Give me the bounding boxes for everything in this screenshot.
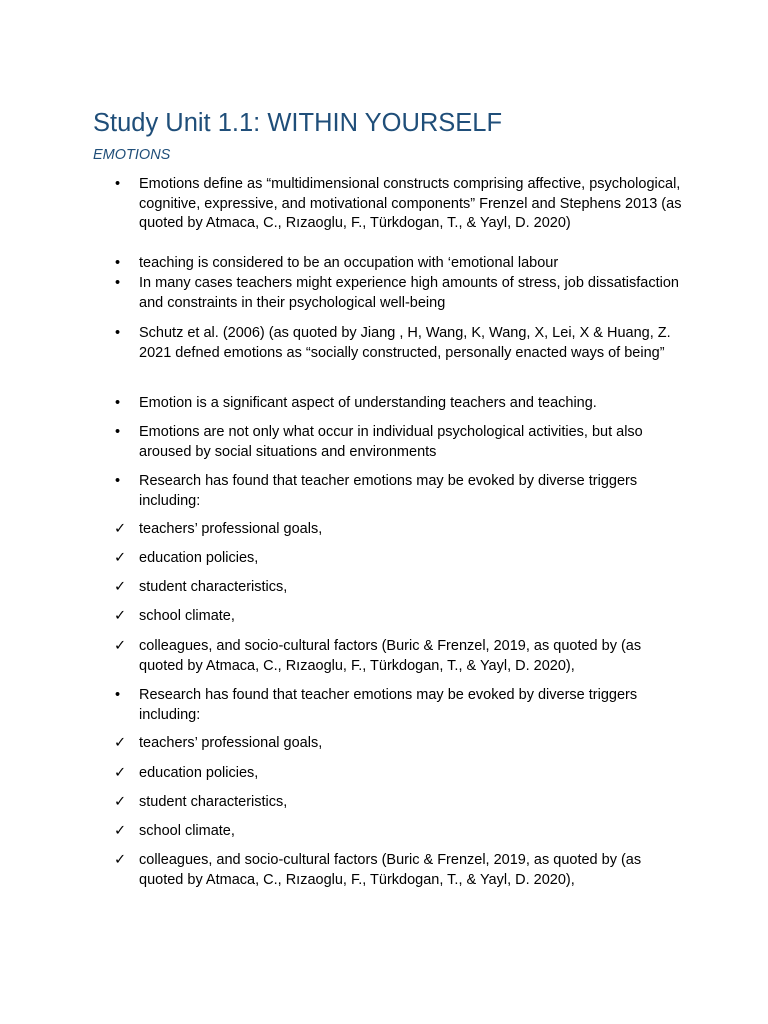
bullet-icon: • (115, 325, 121, 341)
list-item (115, 423, 684, 462)
bullet-icon: • (115, 424, 121, 440)
checkmark-icon: ✓ (114, 735, 127, 751)
list-item-text: teachers’ professional goals, (139, 735, 323, 751)
checklist-item (114, 793, 684, 813)
list-item-text: Emotion is a significant aspect of understanding teachers and teaching. (139, 395, 597, 411)
list-item-text: school climate, (139, 608, 235, 624)
checkmark-icon: ✓ (114, 823, 127, 839)
checkmark-icon: ✓ (114, 521, 127, 537)
checkmark-icon: ✓ (114, 794, 127, 810)
checklist-item (114, 764, 684, 784)
list-item-text: student characteristics, (139, 794, 288, 810)
checklist-item (114, 851, 684, 890)
list-item-text: colleagues, and socio-cultural factors (Buric & Frenzel, 2019, as quoted by (as quoted by Atmaca, C., Rızaoglu, F., Türkdogan, T., & Yayl, D. 2020), (139, 852, 642, 888)
list-item-text: teaching is considered to be an occupation with ‘emotional labour (139, 255, 559, 271)
list-item-text: school climate, (139, 823, 235, 839)
checkmark-icon: ✓ (114, 550, 127, 566)
checklist-item (114, 607, 684, 627)
list-item-text: Research has found that teacher emotions may be evoked by diverse triggers including: (139, 687, 638, 723)
checkmark-icon: ✓ (114, 765, 127, 781)
bullet-icon: • (115, 687, 121, 703)
checklist-item (114, 822, 684, 842)
list-item (115, 324, 684, 363)
bullet-icon: • (115, 473, 121, 489)
checkmark-icon: ✓ (114, 852, 127, 868)
list-item-text: education policies, (139, 550, 259, 566)
bullet-icon: • (115, 395, 121, 411)
list-item-text: In many cases teachers might experience high amounts of stress, job dissatisfaction and constraints in their psychological well-being (139, 275, 679, 311)
page-title: Study Unit 1.1: WITHIN YOURSELF (93, 109, 503, 137)
checklist-item (114, 520, 684, 540)
list-item (115, 686, 684, 725)
bullet-icon: • (115, 176, 121, 192)
list-item-text: colleagues, and socio-cultural factors (Buric & Frenzel, 2019, as quoted by (as quoted by Atmaca, C., Rızaoglu, F., Türkdogan, T., & Yayl, D. 2020), (139, 638, 642, 674)
list-item-text: Schutz et al. (2006) (as quoted by Jiang , H, Wang, K, Wang, X, Lei, X & Huang, Z. 2021 defned emotions as “socially constructed, personally enacted ways of being” (139, 325, 671, 361)
list-item-text: Emotions define as “multidimensional constructs comprising affective, psychological, cognitive, expressive, and motivational components” Frenzel and Stephens 2013 (as quoted by Atmaca, C., Rızaoglu, F., Türkdogan, T., & Yayl, D. 2020) (139, 176, 682, 231)
checkmark-icon: ✓ (114, 579, 127, 595)
list-item (115, 394, 684, 414)
list-item-text: education policies, (139, 765, 259, 781)
list-item-text: student characteristics, (139, 579, 288, 595)
list-item (115, 175, 684, 234)
list-item (115, 472, 684, 511)
bullet-icon: • (115, 275, 121, 291)
checklist-item (114, 734, 684, 754)
checkmark-icon: ✓ (114, 608, 127, 624)
checklist-item (114, 549, 684, 569)
checklist-item (114, 637, 684, 676)
checklist-item (114, 578, 684, 598)
section-heading: EMOTIONS (93, 147, 171, 163)
list-item (115, 254, 684, 274)
checkmark-icon: ✓ (114, 638, 127, 654)
list-item-text: Emotions are not only what occur in individual psychological activities, but also aroused by social situations and environments (139, 424, 643, 460)
bullet-icon: • (115, 255, 121, 271)
list-item-text: Research has found that teacher emotions may be evoked by diverse triggers including: (139, 473, 638, 509)
list-item-text: teachers’ professional goals, (139, 521, 323, 537)
list-item (115, 274, 684, 313)
